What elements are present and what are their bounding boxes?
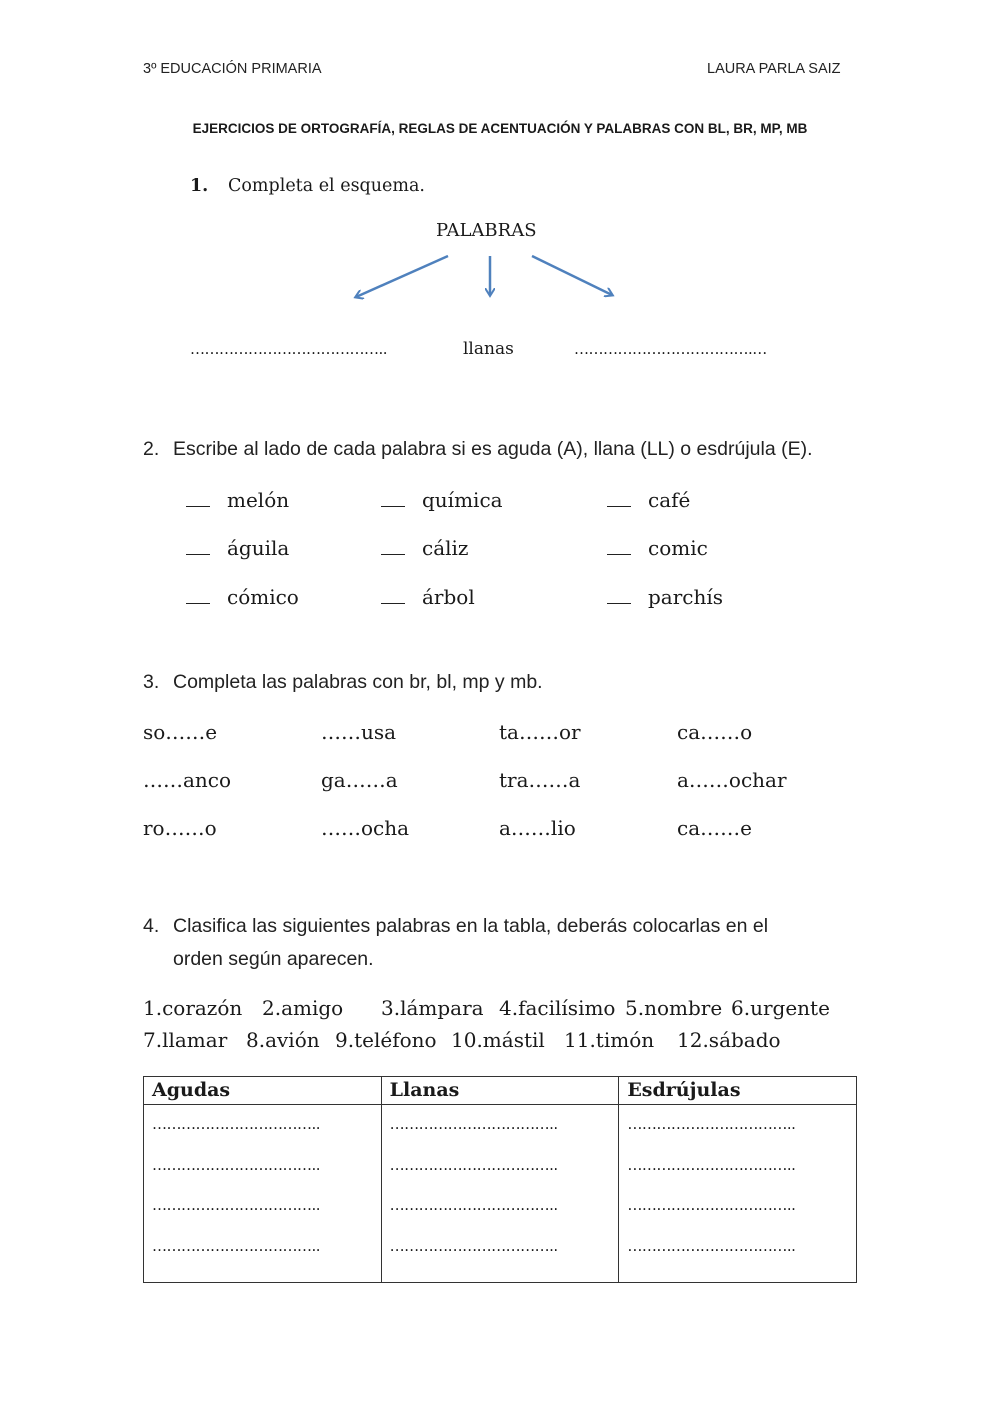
exercise2-number: 2.	[143, 438, 160, 460]
word-list-item: 1.corazón	[143, 996, 243, 1020]
scheme-right-blank[interactable]: ……………………………….…	[574, 340, 767, 358]
word-list-item: 7.llamar	[143, 1028, 228, 1052]
word-item[interactable]	[186, 487, 289, 512]
word-list-item: 3.lámpara	[381, 996, 484, 1020]
agudas-cell[interactable]	[144, 1105, 382, 1283]
exercise4-instruction-line2: orden según aparecen.	[173, 948, 374, 970]
answer-line[interactable]: ……………………………..	[152, 1155, 321, 1174]
word-list-item: 10.mástil	[451, 1028, 545, 1052]
esdrujulas-cell[interactable]	[619, 1105, 857, 1283]
answer-blank[interactable]	[186, 487, 210, 507]
exercise1-number: 1.	[190, 176, 209, 196]
page-title: EJERCICIOS DE ORTOGRAFÍA, REGLAS DE ACENTUACIÓN Y PALABRAS CON BL, BR, MP, MB	[192, 121, 808, 136]
answer-line[interactable]: ……………………………..	[152, 1196, 321, 1214]
word-item[interactable]	[381, 535, 468, 560]
fill-word[interactable]: a……lio	[499, 816, 576, 840]
fill-word[interactable]: a……ochar	[677, 768, 787, 792]
exercise4-text-line1: Clasifica las siguientes palabras en la tabla, deberás colocarlas en el	[173, 915, 769, 937]
answer-line[interactable]: ……………………………..	[627, 1236, 796, 1255]
exercise3-text: Completa las palabras con br, bl, mp y mb.	[173, 671, 543, 693]
word-list-item: 12.sábado	[677, 1028, 781, 1052]
word-list-item: 6.urgente	[731, 996, 830, 1020]
word-item[interactable]	[381, 487, 503, 512]
classification-table	[143, 1076, 857, 1283]
answer-blank[interactable]	[381, 487, 405, 507]
word-list-item: 2.amigo	[262, 996, 344, 1020]
scheme-arrows	[340, 248, 630, 308]
word-item[interactable]	[607, 584, 723, 609]
fill-word[interactable]: ta……or	[499, 720, 581, 744]
answer-blank[interactable]	[186, 535, 210, 555]
llanas-cell[interactable]	[381, 1105, 619, 1283]
word-item[interactable]	[607, 487, 690, 512]
fill-word[interactable]: so……e	[143, 720, 218, 744]
word-item[interactable]	[381, 584, 475, 609]
word-list-item: 11.timón	[564, 1028, 655, 1052]
arrow-right	[532, 256, 612, 295]
word-item[interactable]	[186, 584, 299, 609]
scheme-root: PALABRAS	[436, 220, 537, 241]
header-author: LAURA PARLA SAIZ	[707, 61, 841, 77]
answer-line[interactable]: ……………………………..	[627, 1196, 796, 1214]
word-list-item: 4.facilísimo	[499, 996, 616, 1020]
word-item[interactable]	[607, 535, 708, 560]
answer-blank[interactable]	[607, 584, 631, 604]
answer-blank[interactable]	[381, 584, 405, 604]
answer-line[interactable]: ……………………………..	[627, 1155, 796, 1174]
word-list-item: 8.avión	[246, 1028, 320, 1052]
exercise4-number: 4.	[143, 915, 160, 937]
word-text: cáliz	[422, 536, 469, 560]
word-text: cómico	[227, 585, 299, 609]
fill-word[interactable]: ca……e	[677, 816, 752, 840]
answer-line[interactable]: ……………………………..	[627, 1115, 796, 1133]
answer-blank[interactable]	[186, 584, 210, 604]
answer-blank[interactable]	[607, 487, 631, 507]
exercise3-number: 3.	[143, 671, 160, 693]
exercise2-text: Escribe al lado de cada palabra si es aguda (A), llana (LL) o esdrújula (E).	[173, 438, 813, 460]
column-header-agudas: Agudas	[144, 1077, 382, 1105]
exercise1-instruction	[190, 176, 425, 196]
word-text: águila	[227, 536, 290, 560]
fill-word[interactable]: ca……o	[677, 720, 753, 744]
fill-word[interactable]: tra……a	[499, 768, 581, 792]
fill-word[interactable]: ro……o	[143, 816, 217, 840]
column-header-llanas: Llanas	[381, 1077, 619, 1105]
exercise1-text: Completa el esquema.	[228, 176, 425, 196]
word-item[interactable]	[186, 535, 289, 560]
word-list-item: 5.nombre	[625, 996, 723, 1020]
answer-line[interactable]: ……………………………..	[389, 1196, 558, 1214]
answer-line[interactable]: ……………………………..	[152, 1236, 321, 1255]
word-text: árbol	[422, 585, 475, 609]
answer-line[interactable]: ……………………………..	[389, 1115, 558, 1133]
answer-line[interactable]: ……………………………..	[152, 1115, 321, 1133]
header-grade: 3º EDUCACIÓN PRIMARIA	[143, 61, 322, 77]
word-text: melón	[227, 488, 290, 512]
table-row	[144, 1105, 857, 1283]
answer-blank[interactable]	[607, 535, 631, 555]
word-text: café	[648, 488, 691, 512]
fill-word[interactable]: ……ocha	[321, 816, 410, 840]
answer-line[interactable]: ……………………………..	[389, 1155, 558, 1174]
fill-word[interactable]: ga……a	[321, 768, 398, 792]
word-text: química	[422, 488, 503, 512]
word-list-item: 9.teléfono	[335, 1028, 437, 1052]
fill-word[interactable]: ……anco	[143, 768, 232, 792]
fill-word[interactable]: ……usa	[321, 720, 397, 744]
answer-line[interactable]: ……………………………..	[389, 1236, 558, 1255]
table-header-row	[144, 1077, 857, 1105]
answer-blank[interactable]	[381, 535, 405, 555]
column-header-esdrujulas: Esdrújulas	[619, 1077, 857, 1105]
word-text: comic	[648, 536, 708, 560]
arrow-left	[356, 256, 448, 297]
scheme-middle-label: llanas	[463, 339, 514, 359]
exercise2-instruction	[143, 438, 813, 461]
word-text: parchís	[648, 585, 724, 609]
scheme-left-blank[interactable]: …………………………………..	[190, 340, 388, 358]
exercise3-instruction	[143, 671, 543, 694]
exercise4-instruction-line1	[143, 915, 768, 938]
